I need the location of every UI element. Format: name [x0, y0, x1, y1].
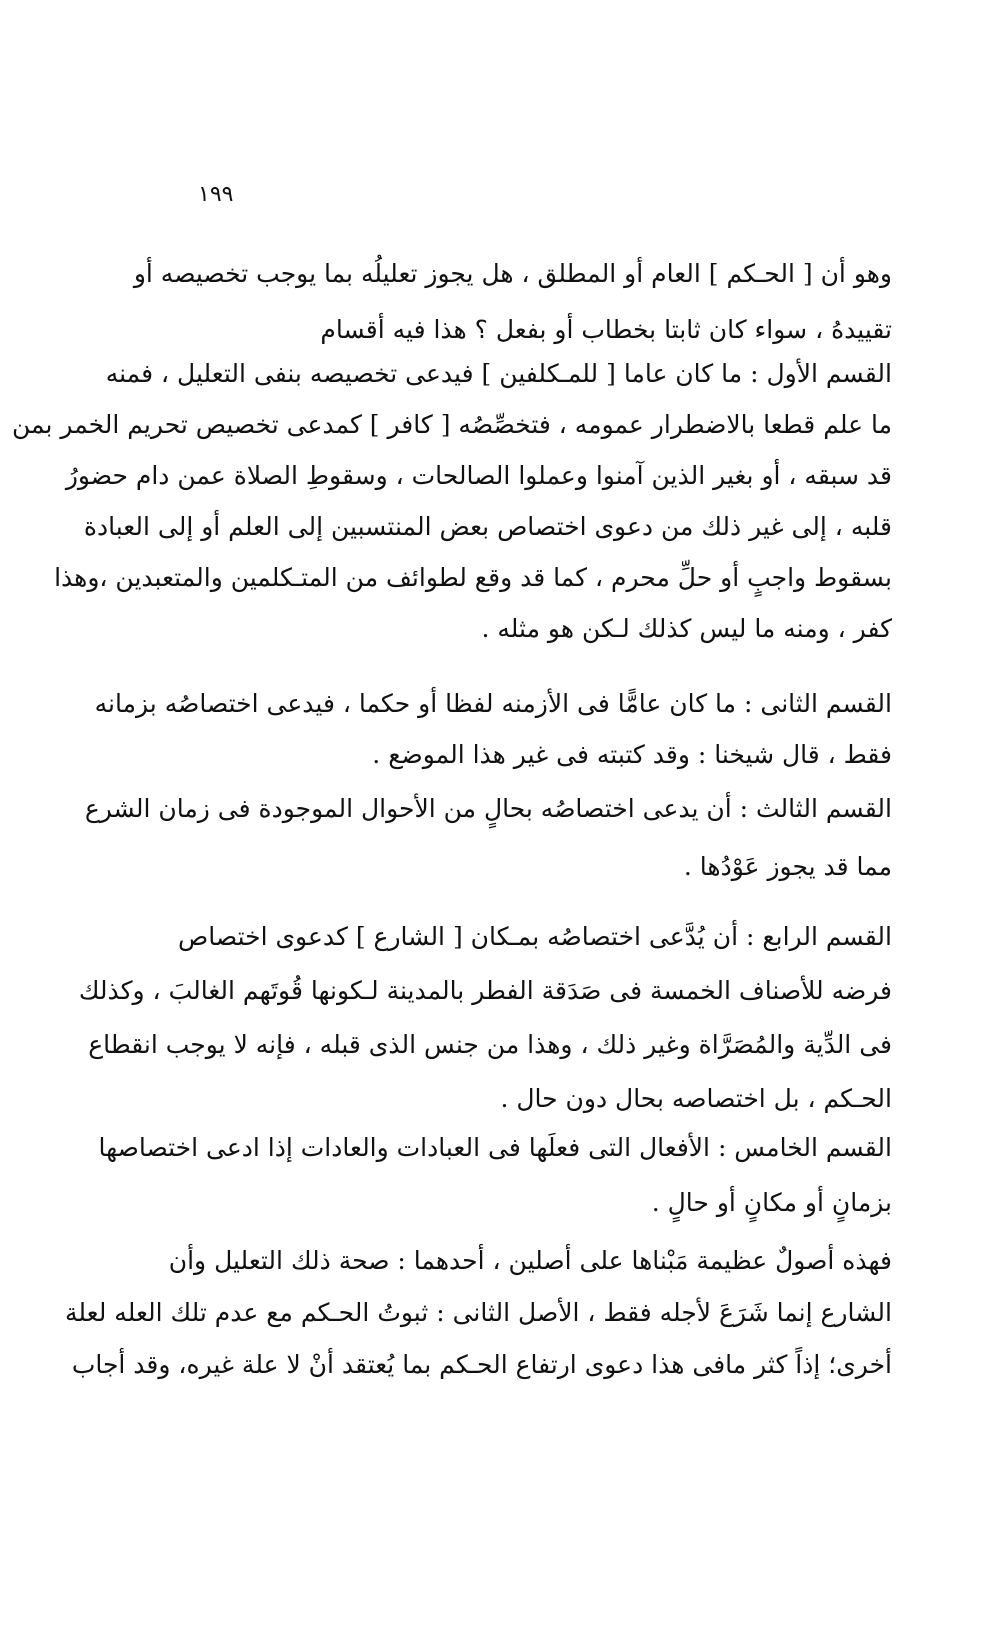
- text-line: القسم الثالث : أن يدعى اختصاصُه بحالٍ من الأحوال الموجودة فى زمان الشرع: [84, 794, 892, 823]
- text-line: القسم الأول : ما كان عاما [ للمـكلفين ] فيدعى تخصيصه بنفى التعليل ، فمنه: [105, 359, 892, 388]
- text-line: بزمانٍ أو مكانٍ أو حالٍ .: [651, 1188, 892, 1217]
- paragraph-section-1: [12, 348, 892, 654]
- text-line: القسم الخامس : الأفعال التى فعلَها فى العبادات والعادات إذا ادعى اختصاصها: [98, 1133, 892, 1162]
- text-line: القسم الرابع : أن يُدَّعى اختصاصُه بمـكان [ الشارع ] كدعوى اختصاص: [178, 922, 892, 951]
- text-line: قد سبقه ، أو بغير الذين آمنوا وعملوا الصالحات ، وسقوطِ الصلاة عمن دام حضورُ: [65, 461, 892, 490]
- paragraph-conclusion: [64, 1235, 892, 1391]
- text-line: القسم الثانى : ما كان عامًّا فى الأزمنه لفظا أو حكما ، فيدعى اختصاصُه بزمانه: [94, 689, 892, 718]
- paragraph-section-2: [94, 678, 892, 780]
- text-line: تقييدهُ ، سواء كان ثابتا بخطاب أو بفعل ؟ هذا فيه أقسام: [320, 315, 892, 344]
- paragraph-intro: [133, 246, 892, 358]
- paragraph-section-3: [84, 780, 892, 896]
- text-line: فهذه أصولٌ عظيمة مَبْناها على أصلين ، أحدهما : صحة ذلك التعليل وأن: [168, 1246, 892, 1275]
- text-line: فرضه للأصناف الخمسة فى صَدَقة الفطر بالمدينة لـكونها قُوتَهم الغالبَ ، وكذلك: [78, 976, 892, 1005]
- text-line: الشارع إنما شَرَعَ لأجله فقط ، الأصل الثانى : ثبوتُ الحـكم مع عدم تلك العله لعلة: [64, 1298, 892, 1327]
- text-line: وهو أن [ الحـكم ] العام أو المطلق ، هل يجوز تعليلُه بما يوجب تخصيصه أو: [133, 259, 892, 288]
- paragraph-section-5: [98, 1120, 892, 1230]
- text-line: ما علم قطعا بالاضطرار عمومه ، فتخصِّصُه [ كافر ] كمدعى تخصيص تحريم الخمر بمن: [12, 410, 892, 439]
- page-number: ١٩٩: [198, 182, 234, 207]
- text-line: أخرى؛ إذاً كثر مافى هذا دعوى ارتفاع الحـكم بما يُعتقد أنْ لا علة غيره، وقد أجاب: [71, 1350, 892, 1379]
- text-line: فى الدِّية والمُصَرَّاة وغير ذلك ، وهذا من جنس الذى قبله ، فإنه لا يوجب انقطاع: [88, 1030, 892, 1059]
- text-line: فقط ، قال شيخنا : وقد كتبته فى غير هذا الموضع .: [372, 740, 892, 769]
- paragraph-section-4: [78, 910, 892, 1126]
- text-line: كفر ، ومنه ما ليس كذلك لـكن هو مثله .: [481, 614, 892, 643]
- text-line: الحـكم ، بل اختصاصه بحال دون حال .: [500, 1084, 892, 1113]
- text-line: قلبه ، إلى غير ذلك من دعوى اختصاص بعض المنتسبين إلى العلم أو إلى العبادة: [83, 512, 892, 541]
- text-line: مما قد يجوز عَوْدُها .: [683, 852, 892, 881]
- text-line: بسقوط واجبٍ أو حلِّ محرم ، كما قد وقع لطوائف من المتـكلمين والمتعبدين ،وهذا: [54, 563, 892, 592]
